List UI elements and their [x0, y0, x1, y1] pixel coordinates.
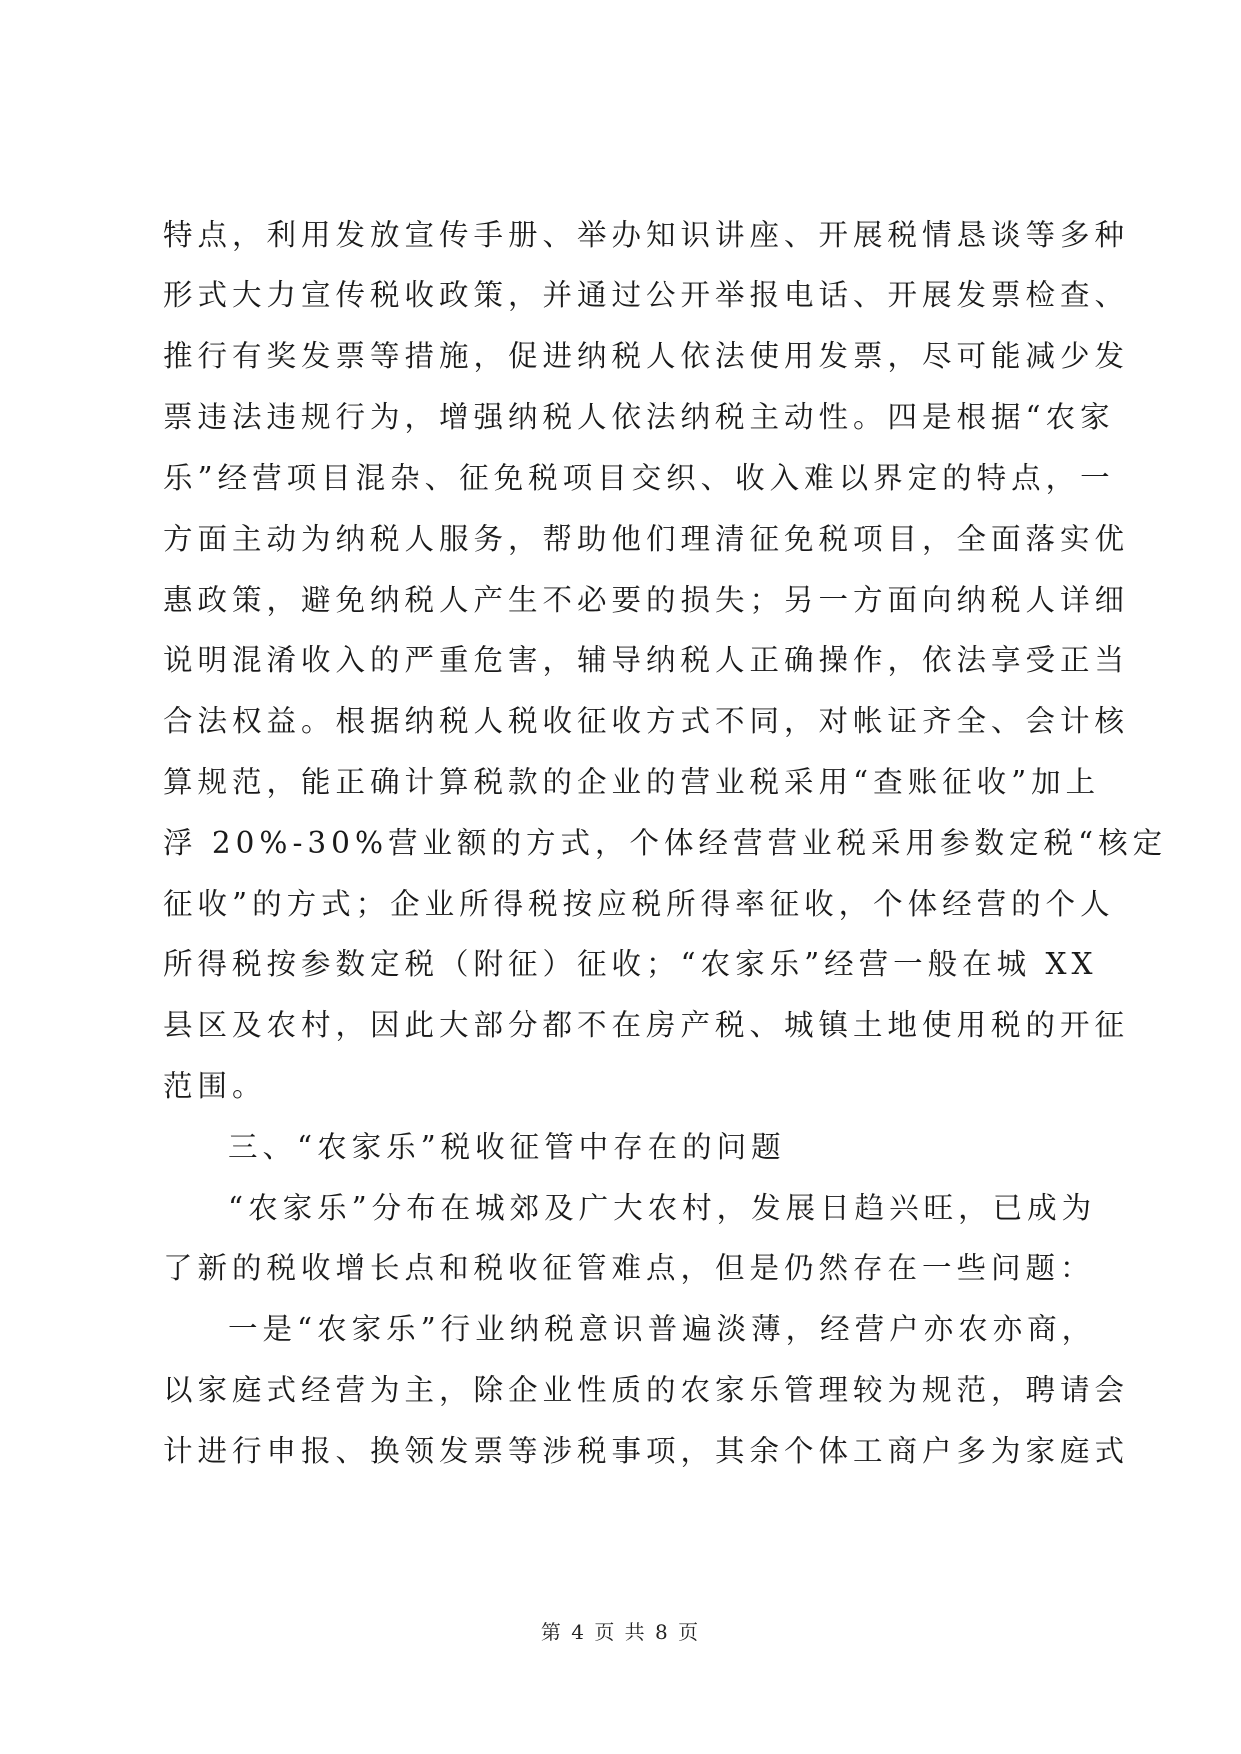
- text-line-10: 算规范，能正确计算税款的企业的营业税采用“查账征收”加上: [163, 765, 1101, 799]
- page-footer: 第 4 页 共 8 页: [540, 1620, 701, 1644]
- text-line-18: 了新的税收增长点和税收征管难点，但是仍然存在一些问题：: [163, 1251, 1095, 1285]
- text-line-3: 推行有奖发票等措施，促进纳税人依法使用发票，尽可能减少发: [163, 339, 1130, 373]
- section-heading: 三、“农家乐”税收征管中存在的问题: [228, 1130, 786, 1164]
- text-line-15: 范围。: [163, 1069, 267, 1103]
- text-line-9: 合法权益。根据纳税人税收征收方式不同，对帐证齐全、会计核: [163, 704, 1130, 738]
- text-line-2: 形式大力宣传税收政策，并通过公开举报电话、开展发票检查、: [163, 278, 1130, 312]
- text-line-17: “农家乐”分布在城郊及广大农村，发展日趋兴旺，已成为: [228, 1191, 1097, 1225]
- text-line-4: 票违法违规行为，增强纳税人依法纳税主动性。四是根据“农家: [163, 400, 1115, 434]
- text-line-6: 方面主动为纳税人服务，帮助他们理清征免税项目，全面落实优: [163, 522, 1130, 556]
- text-line-21: 计进行申报、换领发票等涉税事项，其余个体工商户多为家庭式: [163, 1434, 1130, 1468]
- text-line-12: 征收”的方式；企业所得税按应税所得率征收，个体经营的个人: [163, 887, 1115, 921]
- text-line-5: 乐”经营项目混杂、征免税项目交织、收入难以界定的特点，一: [163, 461, 1115, 495]
- text-line-1: 特点，利用发放宣传手册、举办知识讲座、开展税情恳谈等多种: [163, 218, 1130, 252]
- text-line-13: 所得税按参数定税（附征）征收；“农家乐”经营一般在城 XX: [163, 947, 1098, 981]
- text-line-20: 以家庭式经营为主，除企业性质的农家乐管理较为规范，聘请会: [163, 1373, 1130, 1407]
- text-line-11: 浮 20%-30%营业额的方式，个体经营营业税采用参数定税“核定: [163, 826, 1168, 860]
- text-line-19: 一是“农家乐”行业纳税意识普遍淡薄，经营户亦农亦商，: [228, 1312, 1097, 1346]
- text-line-8: 说明混淆收入的严重危害，辅导纳税人正确操作，依法享受正当: [163, 643, 1130, 677]
- text-line-14: 县区及农村，因此大部分都不在房产税、城镇土地使用税的开征: [163, 1008, 1130, 1042]
- text-line-7: 惠政策，避免纳税人产生不必要的损失；另一方面向纳税人详细: [163, 583, 1130, 617]
